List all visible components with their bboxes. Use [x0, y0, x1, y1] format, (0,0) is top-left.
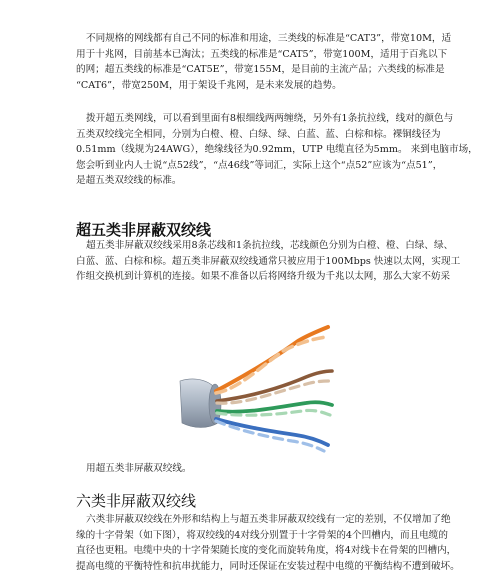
text-line: 拨开超五类网线，可以看到里面有8根细线两两缠绕，另外有1条抗拉线，线对的颜色与: [86, 113, 454, 124]
wire-blue: [216, 419, 328, 445]
text-line: 五类双绞线完全相同，分别为白橙、橙、白绿、绿、白蓝、蓝、白棕和棕。裸铜线径为: [76, 128, 441, 140]
text-line: 是超五类双绞线的标准。: [76, 175, 182, 187]
text-line: 用于十兆网，目前基本已淘汰；五类线的标准是“CAT5”，带宽100M，适用于百兆以下: [76, 48, 448, 60]
text-line: 的网；超五类线的标准是“CAT5E”，带宽155M，是目前的主流产品；六类线的标准是: [76, 64, 445, 76]
text-line: 不同规格的网线都有自己不同的标准和用途，三类线的标准是“CAT3”，带宽10M，适: [86, 33, 452, 44]
heading-cat5e-utp: 超五类非屏蔽双绞线: [76, 221, 212, 239]
text-line: 缘的十字骨架（如下图），将双绞线的4对线分别置于十字骨架的4个凹槽内，而且电缆的: [76, 529, 448, 541]
paragraph-cable-standards: [76, 31, 452, 93]
heading-cat6-utp: 六类非屏蔽双绞线: [76, 492, 197, 510]
text-line: 您会听到业内人士说“点52线”，“点46线”等词汇，实际上这个“点52”应该为“点51”，: [76, 159, 443, 171]
paragraph-cat5e-structure: [76, 111, 478, 189]
text-line: 0.51mm（线规为24AWG），绝缘线径为0.92mm，UTP 电缆直径为5mm。 来到电脑市场，: [76, 144, 478, 156]
paragraph-cat5e-utp: [76, 238, 461, 285]
text-line: 六类非屏蔽双绞线在外形和结构上与超五类非屏蔽双绞线有一定的差别，不仅增加了绝: [86, 514, 451, 525]
cable-photo: [178, 319, 334, 457]
text-line: 白蓝、蓝、白棕和棕。超五类非屏蔽双绞线通常只被应用于100Mbps 快速以太网，实现工: [76, 255, 461, 267]
text-line: 用超五类非屏蔽双绞线。: [86, 463, 192, 474]
text-line: 直径也更粗。电缆中央的十字骨架随长度的变化而旋转角度，将4对线卡在骨架的凹槽内，: [76, 545, 457, 557]
figure-caption: [76, 461, 436, 477]
text-line: 作组交换机到计算机的连接。如果不准备以后将网络升级为千兆以太网，那么大家不妨采: [76, 271, 451, 283]
paragraph-cat6-utp: [76, 512, 460, 574]
text-line: 提高电缆的平衡特性和抗串扰能力，同时还保证在安装过程中电缆的平衡结构不遭到破坏。: [76, 560, 460, 572]
text-line: 超五类非屏蔽双绞线采用8条芯线和1条抗拉线，芯线颜色分别为白橙、橙、白绿、绿、: [86, 240, 454, 251]
twisted-pair-cable-illustration: [178, 319, 334, 457]
text-line: “CAT6”，带宽250M，用于架设千兆网，是未来发展的趋势。: [76, 79, 342, 91]
